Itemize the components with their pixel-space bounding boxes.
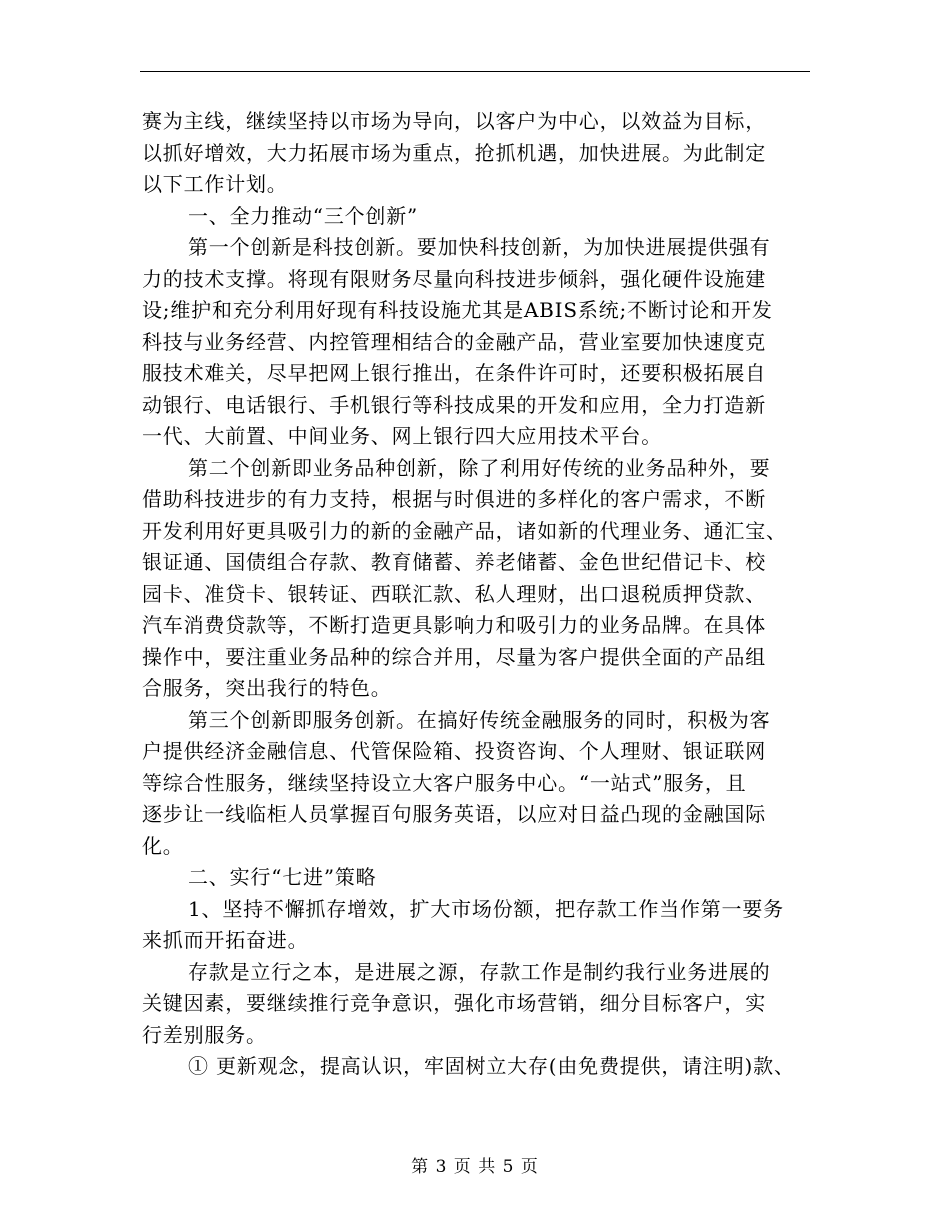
- text-line: 来抓而开拓奋进。: [142, 928, 309, 952]
- text-line: 科技与业务经营、内控管理相结合的金融产品，营业室要加快速度克: [142, 329, 766, 354]
- text-line: 一、全力推动“三个创新”: [188, 203, 419, 228]
- header-rule: [140, 71, 810, 72]
- document-body: [142, 106, 810, 1083]
- text-line: 合服务，突出我行的特色。: [142, 676, 392, 700]
- text-line: 逐步让一线临柜人员掌握百句服务英语，以应对日益凸现的金融国际: [142, 802, 766, 826]
- text-line: 户提供经济金融信息、代管保险箱、投资咨询、个人理财、银证联网: [142, 739, 766, 763]
- text-line: 第二个创新即业务品种创新，除了利用好传统的业务品种外，要: [188, 455, 771, 480]
- text-line: 以抓好增效，大力拓展市场为重点，抢抓机遇，加快进展。为此制定: [142, 140, 766, 165]
- text-line: 银证通、国债组合存款、教育储蓄、养老储蓄、金色世纪借记卡、校: [142, 550, 766, 574]
- text-line: 一代、大前置、中间业务、网上银行四大应用技术平台。: [142, 424, 662, 448]
- text-line: 借助科技进步的有力支持，根据与时俱进的多样化的客户需求，不断: [142, 487, 766, 511]
- text-line: 赛为主线，继续坚持以市场为导向，以客户为中心，以效益为目标，: [142, 109, 766, 133]
- text-line: 第一个创新是科技创新。要加快科技创新，为加快进展提供强有: [188, 235, 771, 259]
- text-line: 第三个创新即服务创新。在搞好传统金融服务的同时，积极为客: [188, 707, 771, 732]
- text-line: 园卡、准贷卡、银转证、西联汇款、私人理财，出口退税质押贷款、: [142, 581, 766, 606]
- text-line: 等综合性服务，继续坚持设立大客户服务中心。“一站式”服务，且: [142, 770, 747, 795]
- text-line: 二、实行“七进”策略: [188, 865, 377, 889]
- text-line: 汽车消费贷款等，不断打造更具影响力和吸引力的业务品牌。在具体: [142, 613, 766, 637]
- text-line: 服技术难关，尽早把网上银行推出，在条件许可时，还要积极拓展自: [142, 361, 766, 385]
- text-line: 开发利用好更具吸引力的新的金融产品，诸如新的代理业务、通汇宝、: [142, 518, 787, 543]
- text-line: 设;维护和充分利用好现有科技设施尤其是ABIS系统;不断讨论和开发: [142, 298, 773, 322]
- text-line: ① 更新观念，提高认识，牢固树立大存(由免费提供，请注明)款、: [188, 1054, 795, 1078]
- text-line: 行差别服务。: [142, 1022, 267, 1047]
- text-line: 操作中，要注重业务品种的综合并用，尽量为客户提供全面的产品组: [142, 644, 766, 669]
- text-line: 以下工作计划。: [142, 172, 288, 196]
- text-line: 存款是立行之本，是进展之源，存款工作是制约我行业务进展的: [188, 959, 771, 984]
- text-line: 化。: [142, 833, 184, 858]
- text-line: 力的技术支撑。将现有限财务尽量向科技进步倾斜，强化硬件设施建: [142, 266, 766, 291]
- text-line: 关键因素，要继续推行竞争意识，强化市场营销，细分目标客户，实: [142, 991, 766, 1015]
- text-line: 动银行、电话银行、手机银行等科技成果的开发和应用，全力打造新: [142, 392, 766, 417]
- text-line: 1、坚持不懈抓存增效，扩大市场份额，把存款工作当作第一要务: [188, 896, 784, 921]
- page-footer: 第 3 页 共 5 页: [411, 1157, 539, 1177]
